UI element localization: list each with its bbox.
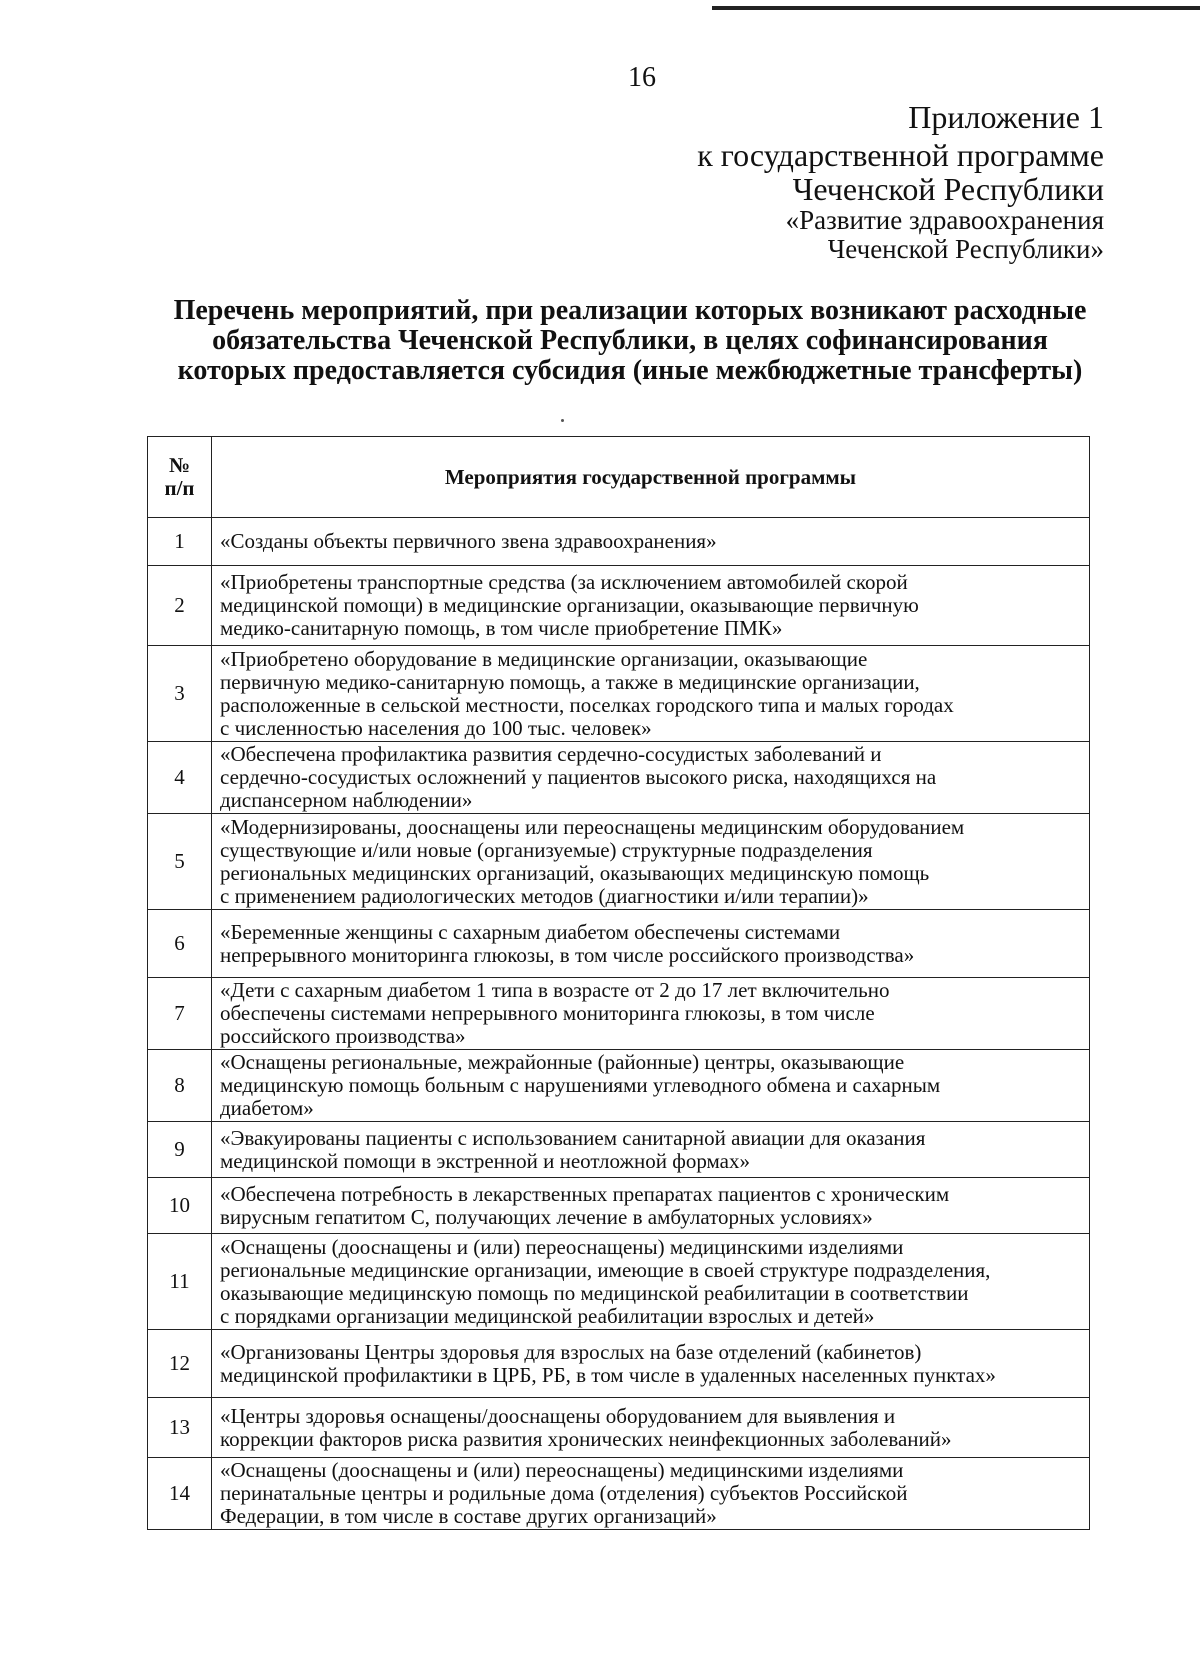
- row-number: 3: [148, 646, 212, 742]
- header-measures: Мероприятия государственной программы: [212, 437, 1090, 518]
- row-measure: [212, 646, 1090, 742]
- table-header-row: [148, 437, 1090, 518]
- row-measure-line: региональных медицинских организаций, оказывающих медицинскую помощь: [220, 860, 930, 885]
- row-number: 13: [148, 1398, 212, 1458]
- appendix-line: Чеченской Республики»: [827, 234, 1104, 264]
- row-measure-line: сердечно-сосудистых осложнений у пациентов высокого риска, находящихся на: [220, 765, 937, 789]
- table-row: [148, 1234, 1090, 1330]
- row-measure-line: расположенные в сельской местности, поселках городского типа и малых городах: [220, 692, 954, 717]
- row-measure-line: с численностью населения до 100 тыс. человек»: [220, 715, 652, 740]
- row-measure: [212, 1050, 1090, 1122]
- row-measure: [212, 814, 1090, 910]
- row-measure-line: перинатальные центры и родильные дома (отделения) субъектов Российской: [220, 1481, 908, 1505]
- row-measure-line: «Беременные женщины с сахарным диабетом обеспечены системами: [220, 919, 841, 944]
- stray-dot: [561, 419, 564, 422]
- appendix-line: Чеченской Республики: [792, 171, 1104, 207]
- header-number-line: №: [168, 453, 191, 477]
- row-measure-line: вирусным гепатитом С, получающих лечение в амбулаторных условиях»: [220, 1204, 873, 1229]
- row-measure-line: «Дети с сахарным диабетом 1 типа в возрасте от 2 до 17 лет включительно: [220, 978, 890, 1002]
- appendix-line: к государственной программе: [697, 137, 1104, 173]
- row-measure-line: медицинскую помощь больным с нарушениями углеводного обмена и сахарным: [220, 1073, 941, 1097]
- row-number: 8: [148, 1050, 212, 1122]
- row-measure-line: региональные медицинские организации, имеющие в своей структуре подразделения,: [220, 1257, 991, 1282]
- row-number: 6: [148, 910, 212, 978]
- row-measure: [212, 910, 1090, 978]
- row-measure-line: медицинской помощи в экстренной и неотложной формах»: [220, 1148, 750, 1173]
- row-measure-line: «Оснащены (дооснащены и (или) переоснащены) медицинскими изделиями: [220, 1458, 904, 1482]
- table-row: [148, 1050, 1090, 1122]
- table-row: [148, 1458, 1090, 1530]
- row-measure-line: с порядками организации медицинской реабилитации взрослых и детей»: [220, 1303, 875, 1328]
- row-measure: [212, 1178, 1090, 1234]
- table-row: [148, 742, 1090, 814]
- row-measure-line: с применением радиологических методов (диагностики и/или терапии)»: [220, 883, 869, 908]
- row-measure-line: медицинской помощи) в медицинские организации, оказывающие первичную: [220, 593, 919, 617]
- row-measure: [212, 978, 1090, 1050]
- row-measure-line: «Приобретено оборудование в медицинские организации, оказывающие: [220, 646, 868, 671]
- row-measure-line: обеспечены системами непрерывного мониторинга глюкозы, в том числе: [220, 1001, 875, 1025]
- title-line: Перечень мероприятий, при реализации которых возникают расходные: [173, 295, 1087, 326]
- row-measure-line: «Центры здоровья оснащены/дооснащены оборудованием для выявления и: [220, 1403, 896, 1428]
- title-line: которых предоставляется субсидия (иные межбюджетные трансферты): [177, 355, 1083, 386]
- row-number: 7: [148, 978, 212, 1050]
- row-measure-line: диспансерном наблюдении»: [220, 788, 473, 812]
- row-measure-line: «Обеспечена профилактика развития сердечно-сосудистых заболеваний и: [220, 742, 882, 766]
- row-measure: [212, 518, 1090, 566]
- row-measure-line: российского производства»: [220, 1024, 466, 1048]
- appendix-line: Приложение 1: [908, 99, 1104, 135]
- row-measure: [212, 1330, 1090, 1398]
- row-number: 2: [148, 566, 212, 646]
- document-title: [150, 296, 1110, 386]
- row-measure-line: «Обеспечена потребность в лекарственных препаратах пациентов с хроническим: [220, 1181, 950, 1206]
- appendix-line: «Развитие здравоохранения: [785, 205, 1104, 235]
- table-row: [148, 1330, 1090, 1398]
- row-measure: [212, 1458, 1090, 1530]
- row-measure-line: диабетом»: [220, 1096, 314, 1120]
- table-row: [148, 518, 1090, 566]
- row-measure: [212, 566, 1090, 646]
- row-number: 1: [148, 518, 212, 566]
- table-body: [148, 518, 1090, 1530]
- title-line: обязательства Чеченской Республики, в целях софинансирования: [212, 325, 1048, 356]
- row-number: 5: [148, 814, 212, 910]
- header-number-line: п/п: [164, 476, 195, 500]
- row-measure-line: оказывающие медицинскую помощь по медицинской реабилитации в соответствии: [220, 1280, 969, 1305]
- header-number: [148, 437, 212, 518]
- row-measure-line: непрерывного мониторинга глюкозы, в том числе российского производства»: [220, 942, 915, 967]
- row-measure-line: «Организованы Центры здоровья для взрослых на базе отделений (кабинетов): [220, 1339, 922, 1364]
- table-row: [148, 646, 1090, 742]
- row-measure-line: медико-санитарную помощь, в том числе приобретение ПМК»: [220, 616, 783, 640]
- row-number: 10: [148, 1178, 212, 1234]
- row-measure-line: «Приобретены транспортные средства (за исключением автомобилей скорой: [220, 570, 908, 594]
- row-measure-line: Федерации, в том числе в составе других организаций»: [220, 1504, 717, 1528]
- row-number: 9: [148, 1122, 212, 1178]
- row-measure: [212, 1234, 1090, 1330]
- row-measure-line: существующие и/или новые (организуемые) структурные подразделения: [220, 837, 873, 862]
- table-row: [148, 814, 1090, 910]
- appendix-heading: [697, 100, 1104, 264]
- row-measure-line: «Оснащены (дооснащены и (или) переоснащены) медицинскими изделиями: [220, 1234, 904, 1259]
- table-row: [148, 1178, 1090, 1234]
- row-measure-line: «Оснащены региональные, межрайонные (районные) центры, оказывающие: [220, 1050, 905, 1074]
- row-measure: [212, 742, 1090, 814]
- row-number: 11: [148, 1234, 212, 1330]
- row-measure-line: коррекции факторов риска развития хронических неинфекционных заболеваний»: [220, 1426, 952, 1451]
- table-row: [148, 1122, 1090, 1178]
- table-row: [148, 1398, 1090, 1458]
- row-number: 4: [148, 742, 212, 814]
- row-measure-line: медицинской профилактики в ЦРБ, РБ, в том числе в удаленных населенных пунктах»: [220, 1362, 996, 1387]
- measures-table: [147, 436, 1090, 1530]
- table-row: [148, 910, 1090, 978]
- table-row: [148, 566, 1090, 646]
- row-measure-line: «Эвакуированы пациенты с использованием санитарной авиации для оказания: [220, 1125, 926, 1150]
- row-measure-line: «Модернизированы, дооснащены или переоснащены медицинским оборудованием: [220, 814, 965, 839]
- row-measure: [212, 1398, 1090, 1458]
- top-rule: [712, 6, 1200, 10]
- row-measure: [212, 1122, 1090, 1178]
- page-number: 16: [628, 62, 656, 93]
- row-number: 14: [148, 1458, 212, 1530]
- table-row: [148, 978, 1090, 1050]
- row-measure-line: «Созданы объекты первичного звена здравоохранения»: [220, 529, 717, 553]
- row-number: 12: [148, 1330, 212, 1398]
- row-measure-line: первичную медико-санитарную помощь, а также в медицинские организации,: [220, 669, 920, 694]
